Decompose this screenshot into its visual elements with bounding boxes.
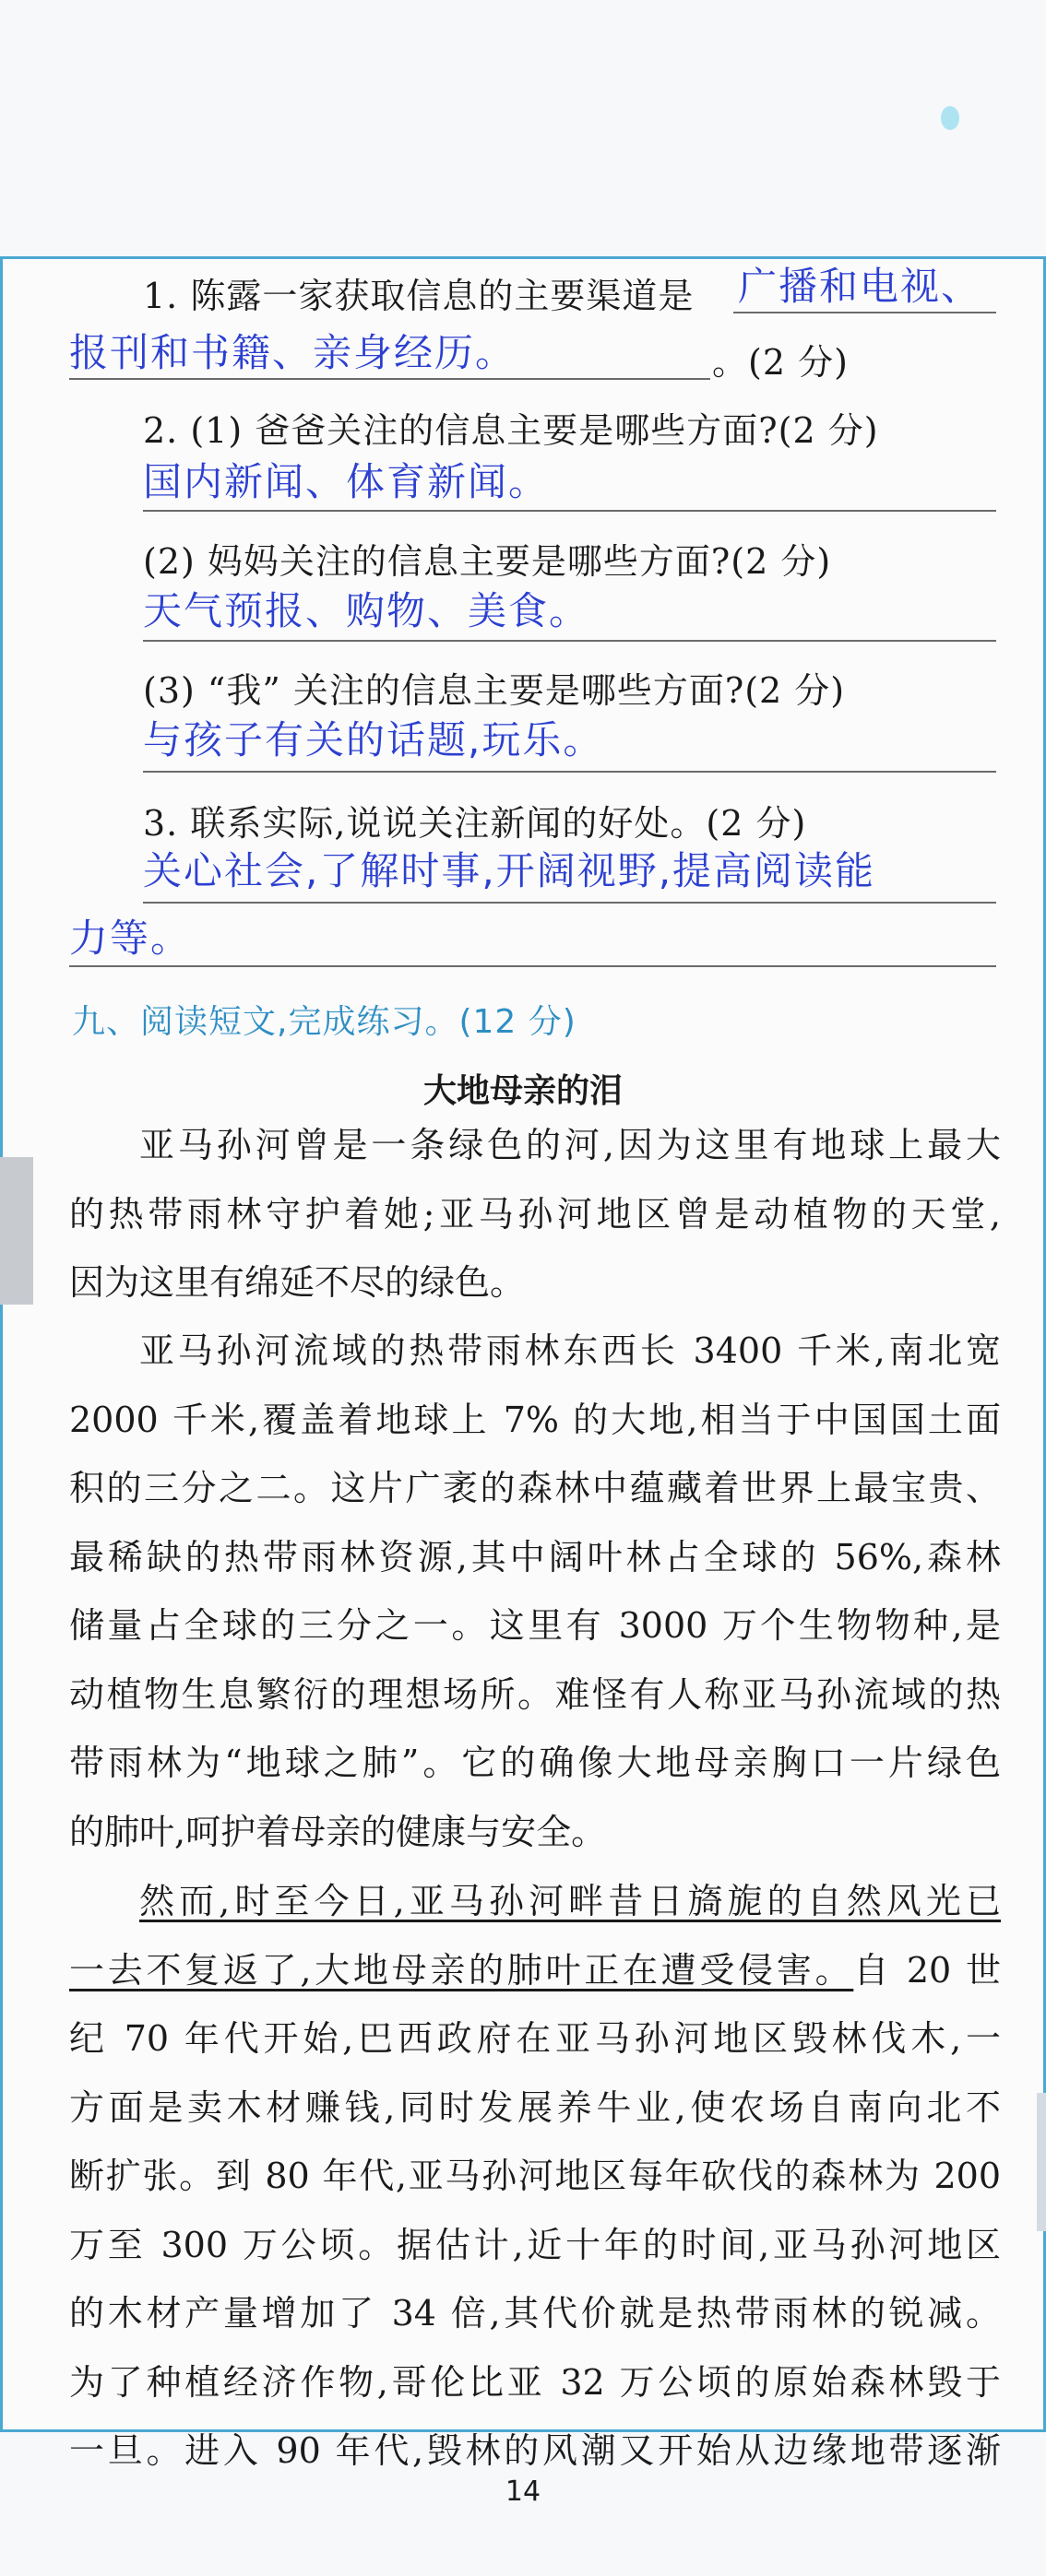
underlined-text: 一去不复返了,大地母亲的肺叶正在遭受侵害。 — [69, 1949, 854, 1991]
paragraph-1 — [69, 1111, 1001, 1318]
q1-score: 。(2 分) — [712, 342, 849, 383]
side-tab-right — [1037, 2093, 1046, 2231]
q3-prompt: 3. 联系实际,说说关注新闻的好处。(2 分) — [143, 803, 807, 844]
answer-line — [143, 510, 996, 512]
article-title: 大地母亲的泪 — [422, 1072, 623, 1110]
text-line: 的木材产量增加了 34 倍,其代价就是热带雨林的锐减。 — [69, 2293, 1001, 2334]
text-line: 断扩张。到 80 年代,亚马孙河地区每年砍伐的森林为 200 — [69, 2156, 1001, 2196]
underlined-text: 然而,时至今日,亚马孙河畔昔日旖旎的自然风光已 — [139, 1881, 1001, 1921]
q2-part2-prompt: (2) 妈妈关注的信息主要是哪些方面?(2 分) — [143, 541, 832, 582]
text-line: 亚马孙河曾是一条绿色的河,因为这里有地球上最大 — [139, 1125, 1001, 1165]
decorative-blob — [941, 106, 959, 130]
paragraph-3 — [69, 1867, 1001, 2486]
text-line: 最稀缺的热带雨林资源,其中阔叶林占全球的 56%,森林 — [69, 1536, 1001, 1578]
answer-line — [69, 378, 710, 380]
text-line: 动植物生息繁衍的理想场所。难怪有人称亚马孙流域的热 — [69, 1673, 1001, 1715]
text-line: 的肺叶,呵护着母亲的健康与安全。 — [69, 1811, 607, 1852]
q2-part1-prompt: 2. (1) 爸爸关注的信息主要是哪些方面?(2 分) — [143, 410, 879, 451]
side-tab-left — [0, 1157, 33, 1305]
q1-prompt: 1. 陈露一家获取信息的主要渠道是 — [143, 276, 695, 316]
text-line: 方面是卖木材赚钱,同时发展养牛业,使农场自南向北不 — [69, 2086, 1001, 2128]
answer-line — [733, 312, 996, 313]
answer-line — [69, 965, 996, 967]
q2-part2-answer: 天气预报、购物、美食。 — [143, 588, 590, 633]
text-line: 纪 70 年代开始,巴西政府在亚马孙河地区毁林伐木,一 — [69, 2018, 1001, 2059]
text-line: 万至 300 万公顷。据估计,近十年的时间,亚马孙河地区 — [69, 2224, 1001, 2265]
text-line: 因为这里有绵延不尽的绿色。 — [69, 1262, 526, 1303]
q3-answer-line2: 力等。 — [69, 916, 192, 961]
text-line: 储量占全球的三分之一。这里有 3000 万个生物物种,是 — [69, 1605, 1001, 1646]
q1-answer-line2: 报刊和书籍、亲身经历。 — [69, 330, 517, 375]
text-line: 2000 千米,覆盖着地球上 7% 的大地,相当于中国国土面 — [69, 1399, 1001, 1440]
text-line: 为了种植经济作物,哥伦比亚 32 万公顷的原始森林毁于 — [69, 2361, 1001, 2403]
text-line: 的热带雨林守护着她;亚马孙河地区曾是动植物的天堂, — [69, 1193, 1001, 1235]
q2-part3-prompt: (3) “我” 关注的信息主要是哪些方面?(2 分) — [143, 670, 846, 711]
text-line — [69, 1936, 1001, 2005]
frame-left-line — [0, 256, 3, 2429]
text-line: 一旦。进入 90 年代,毁林的风潮又开始从边缘地带逐渐 — [69, 2430, 1001, 2471]
text-line: 亚马孙河流域的热带雨林东西长 3400 千米,南北宽 — [139, 1330, 1001, 1371]
answer-line — [143, 640, 996, 642]
page-number: 14 — [505, 2476, 541, 2508]
text-line: 带雨林为“地球之肺”。它的确像大地母亲胸口一片绿色 — [69, 1743, 1001, 1783]
section-heading: 九、阅读短文,完成练习。(12 分) — [72, 1003, 576, 1041]
answer-line — [143, 902, 996, 904]
answer-line — [143, 771, 996, 773]
paragraph-2 — [69, 1317, 1001, 1866]
q1-answer-line1: 广播和电视、 — [738, 264, 982, 309]
text-line: 积的三分之二。这片广袤的森林中蕴藏着世界上最宝贵、 — [69, 1468, 1001, 1508]
q2-part3-answer: 与孩子有关的话题,玩乐。 — [143, 717, 604, 762]
q2-part1-answer: 国内新闻、体育新闻。 — [143, 459, 550, 504]
underlined-line — [69, 1867, 1001, 1936]
q3-answer-line1: 关心社会,了解时事,开阔视野,提高阅读能 — [143, 848, 876, 893]
text-span: 自 20 世 — [853, 1949, 1001, 1991]
